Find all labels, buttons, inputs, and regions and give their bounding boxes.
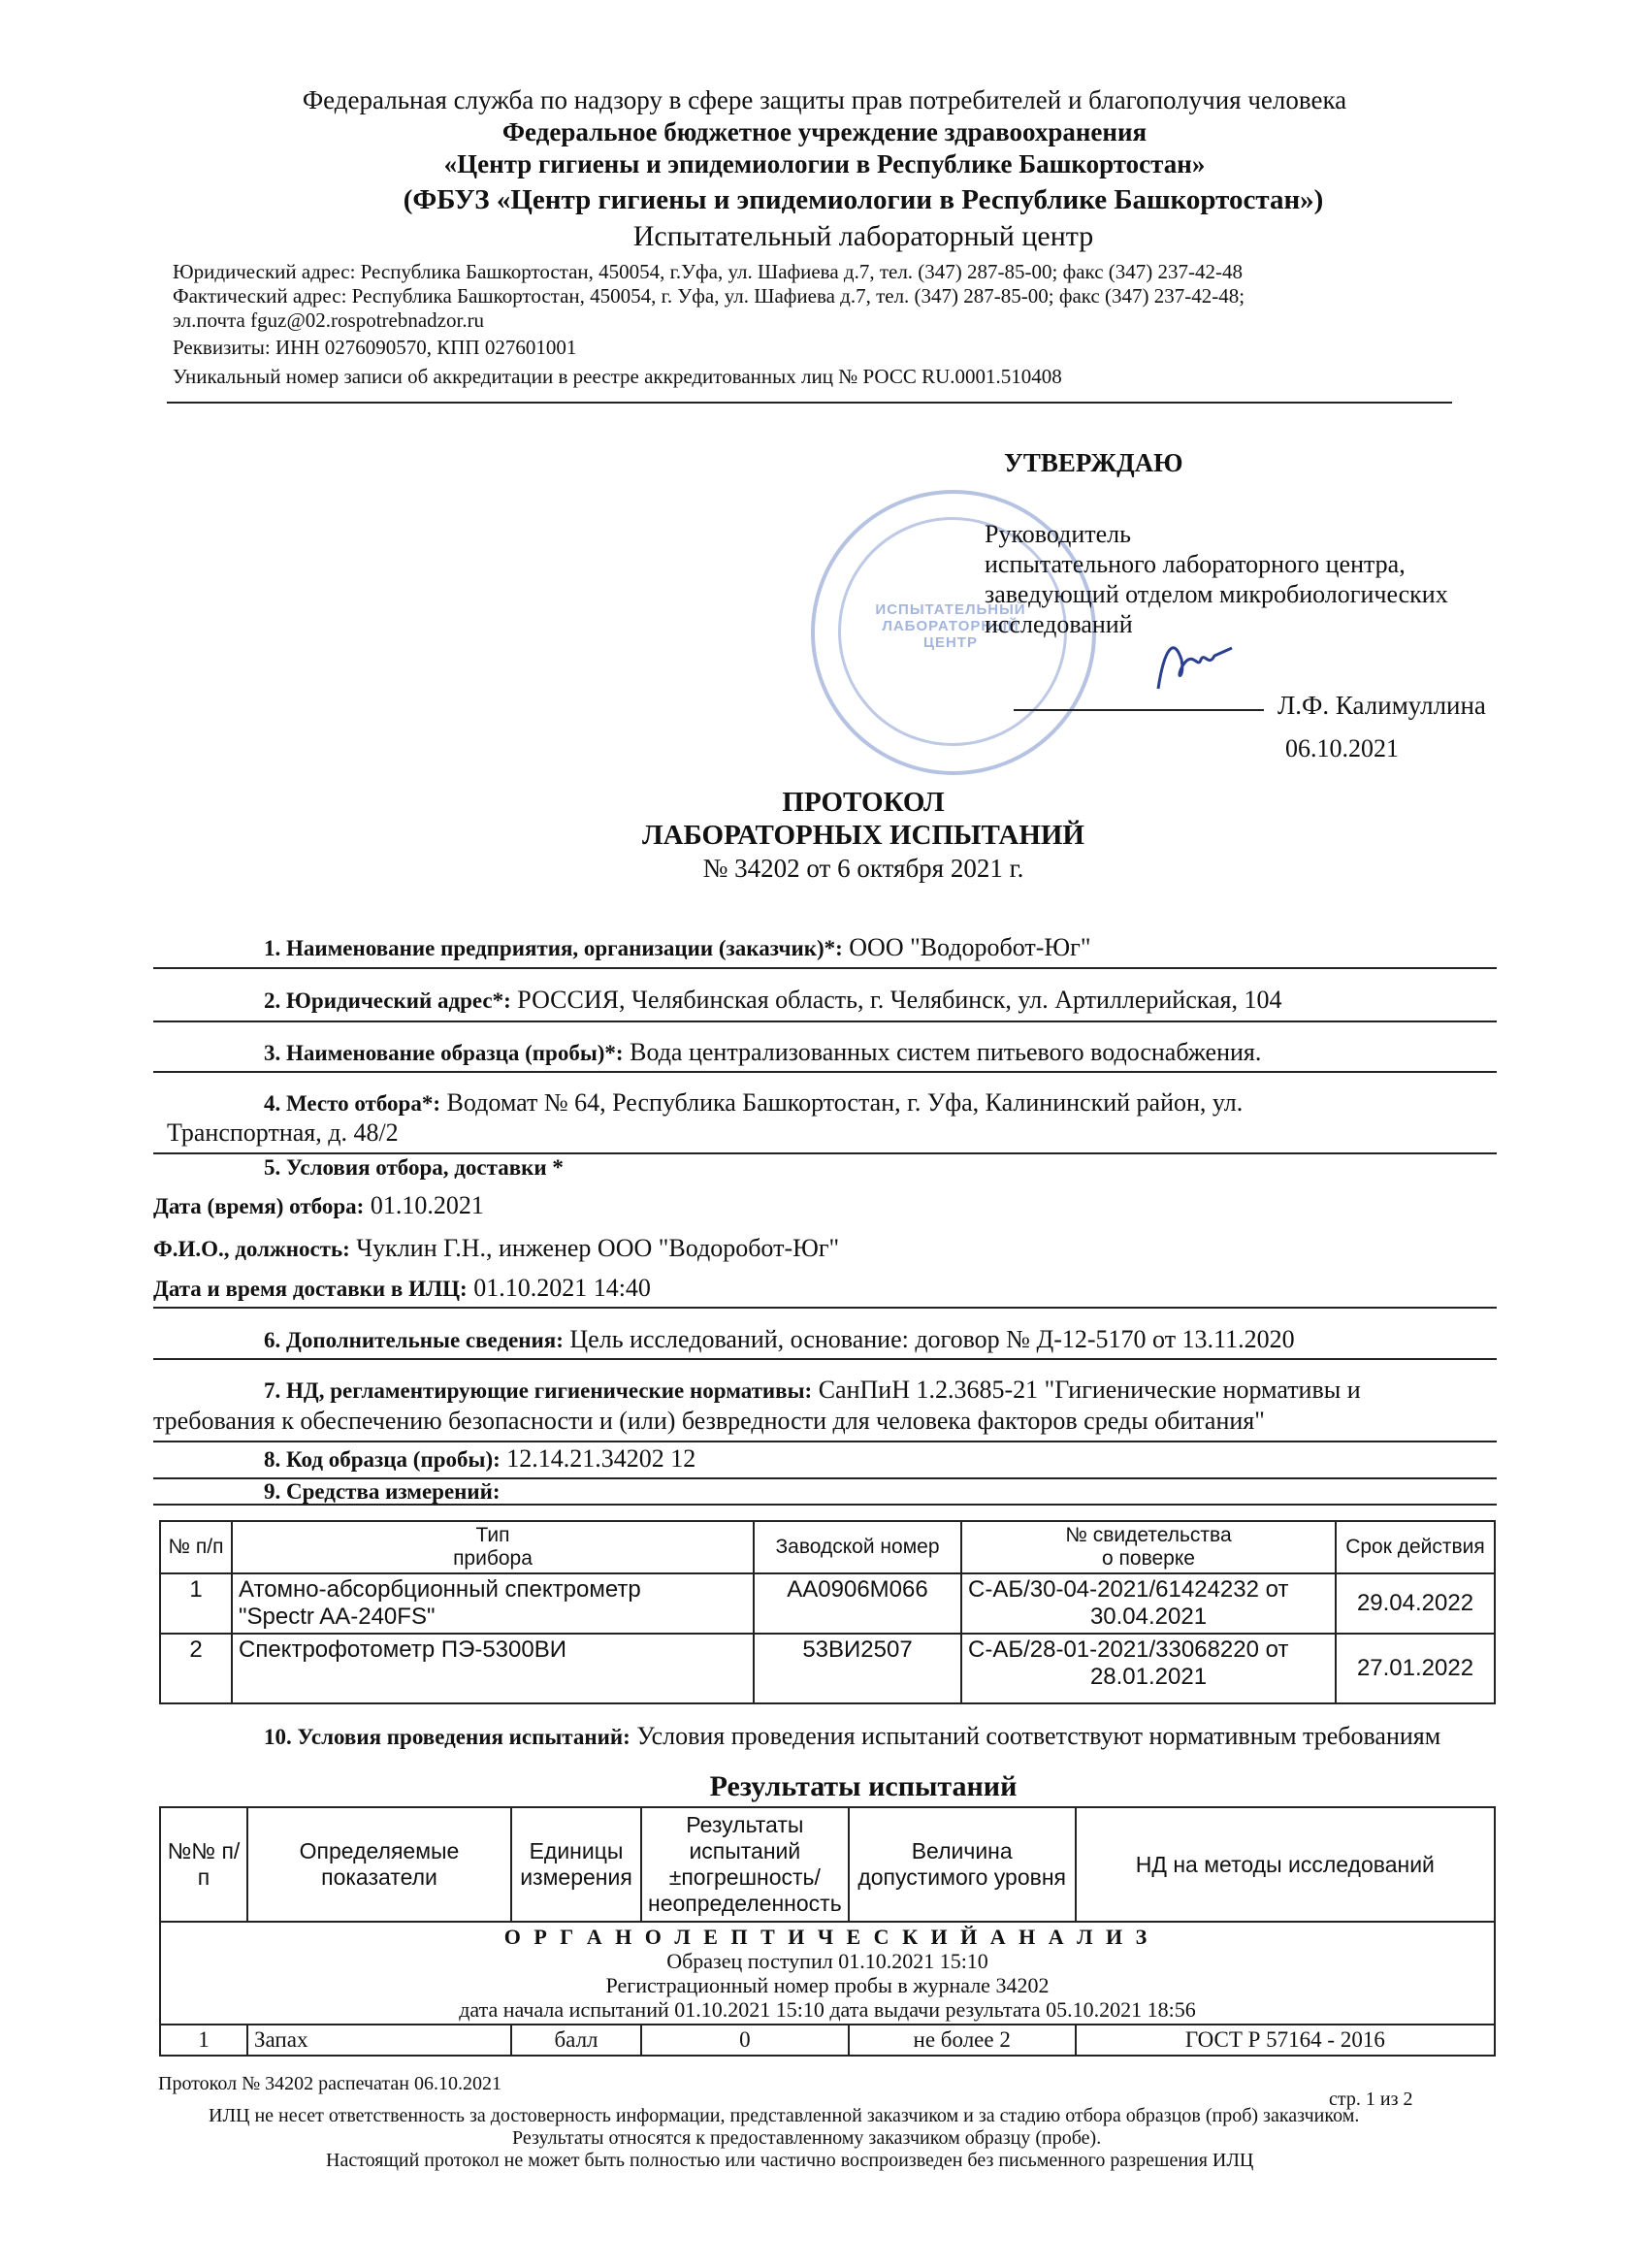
section-10 <box>264 1722 1440 1751</box>
section-5 <box>264 1152 564 1182</box>
cell-unit: балл <box>511 2025 641 2056</box>
cell-certificate-line-1: С-АБ/30-04-2021/61424232 от <box>968 1576 1289 1603</box>
sampler-value: Чуклин Г.Н., инженер ООО "Водоробот-Юг" <box>356 1234 840 1262</box>
section-6-label: 6. Дополнительные сведения: <box>264 1328 564 1352</box>
sampler-label: Ф.И.О., должность: <box>153 1237 350 1261</box>
col-header-result: Результаты испытаний ±погрешность/ неопределенность <box>641 1807 849 1922</box>
header-divider <box>167 402 1452 404</box>
disclaimer-1: ИЛЦ не несет ответственность за достоверность информации, представленной заказчиком и за стадию отбора образцов (проб) заказчиком. <box>209 2105 1360 2126</box>
cell-certificate-line-2: 30.04.2021 <box>1089 1604 1208 1630</box>
results-title: Результаты испытаний <box>709 1770 1018 1802</box>
cell-type-line-2: "Spectr AA-240FS" <box>239 1604 436 1630</box>
col-header-type-line-1: Тип <box>475 1524 510 1546</box>
col-header-validity: Срок действия <box>1336 1521 1495 1573</box>
equipment-table <box>159 1520 1496 1704</box>
col-header-unit: Единицы измерения <box>511 1807 641 1922</box>
col-header-number: № п/п <box>160 1521 232 1573</box>
stamp-text: ИСПЫТАТЕЛЬНЫЙ ЛАБОРАТОРНЫЙ ЦЕНТР <box>875 601 1026 651</box>
section-2-value: РОССИЯ, Челябинская область, г. Челябинск, ул. Артиллерийская, 104 <box>517 986 1282 1014</box>
protocol-title: ПРОТОКОЛ <box>782 787 945 818</box>
org-type: Федеральное бюджетное учреждение здравоохранения <box>501 117 1148 146</box>
section-10-label: 10. Условия проведения испытаний: <box>264 1725 630 1749</box>
requisites: Реквизиты: ИНН 0276090570, КПП 027601001 <box>173 336 577 359</box>
signer-name: Л.Ф. Калимуллина <box>1277 691 1486 720</box>
section-7-label: 7. НД, регламентирующие гигиенические нормативы: <box>264 1378 813 1403</box>
email: эл.почта fguz@02.rospotrebnadzor.ru <box>173 308 485 332</box>
section-10-value: Условия проведения испытаний соответствуют нормативным требованиям <box>636 1722 1441 1750</box>
cell-number: 1 <box>160 1573 232 1634</box>
approval-line-1: Руководитель <box>985 520 1131 548</box>
protocol-number: № 34202 от 6 октября 2021 г. <box>702 854 1024 883</box>
section-6-value: Цель исследований, основание: договор № Д-12-5170 от 13.11.2020 <box>569 1325 1295 1353</box>
results-table <box>159 1806 1496 2057</box>
actual-address: Фактический адрес: Республика Башкортостан, 450054, г. Уфа, ул. Шафиева д.7, тел. (347) 287-85-00; факс (347) 237-42-48; <box>173 284 1245 308</box>
section-2-label: 2. Юридический адрес*: <box>264 988 511 1013</box>
section-1 <box>264 933 1090 962</box>
cell-type <box>232 1573 754 1634</box>
delivery-date-label: Дата и время доставки в ИЛЦ: <box>153 1277 468 1301</box>
section-3-label: 3. Наименование образца (пробы)*: <box>264 1041 624 1065</box>
col-header-certificate-line-1: № свидетельства <box>1065 1524 1232 1546</box>
protocol-subtitle: ЛАБОРАТОРНЫХ ИСПЫТАНИЙ <box>642 820 1084 851</box>
section-7 <box>264 1376 1361 1405</box>
cell-result: 0 <box>641 2025 849 2056</box>
disclaimer-2: Результаты относятся к предоставленному заказчиком образцу (пробе). <box>512 2127 1102 2149</box>
cell-number: 1 <box>160 2025 247 2056</box>
group-title: О Р Г А Н О Л Е П Т И Ч Е С К И Й А Н А Л И З <box>503 1925 1151 1949</box>
col-header-indicator: Определяемые показатели <box>247 1807 511 1922</box>
cell-certificate <box>961 1573 1336 1634</box>
approval-line-4: исследований <box>985 610 1133 638</box>
section-4-value-line-1: Водомат № 64, Республика Башкортостан, г. Уфа, Калининский район, ул. <box>446 1088 1244 1117</box>
cell-certificate <box>961 1634 1336 1703</box>
org-name: «Центр гигиены и эпидемиологии в Республике Башкортостан» <box>443 149 1206 178</box>
cell-indicator: Запах <box>247 2025 511 2056</box>
section-8-label: 8. Код образца (пробы): <box>264 1447 501 1472</box>
org-short-name: (ФБУЗ «Центр гигиены и эпидемиологии в Республике Башкортостан») <box>403 184 1324 215</box>
signature <box>1145 621 1242 698</box>
accreditation-number: Уникальный номер записи об аккредитации в реестре аккредитованных лиц № РОСС RU.0001.510408 <box>173 365 1062 388</box>
section-4-value-line-2: Транспортная, д. 48/2 <box>167 1118 399 1147</box>
sampling-date <box>153 1191 484 1220</box>
section-6 <box>264 1325 1295 1354</box>
equipment-header-row <box>160 1521 1495 1573</box>
col-header-limit: Величина допустимого уровня <box>849 1807 1076 1922</box>
cell-serial: AA0906M066 <box>754 1573 961 1634</box>
cell-limit: не более 2 <box>849 2025 1076 2056</box>
cell-validity: 27.01.2022 <box>1336 1634 1495 1703</box>
divider <box>153 967 1497 969</box>
section-8 <box>264 1444 695 1474</box>
cell-validity: 29.04.2022 <box>1336 1573 1495 1634</box>
legal-address: Юридический адрес: Республика Башкортостан, 450054, г.Уфа, ул. Шафиева д.7, тел. (347) 287-85-00; факс (347) 237-42-48 <box>173 260 1244 283</box>
sampler <box>153 1234 839 1263</box>
col-header-serial: Заводской номер <box>754 1521 961 1573</box>
col-header-certificate <box>961 1521 1336 1573</box>
org-ministry: Федеральная служба по надзору в сфере защиты прав потребителей и благополучия человека <box>302 85 1347 114</box>
page-number: стр. 1 из 2 <box>1329 2089 1413 2110</box>
group-line-2: Регистрационный номер пробы в журнале 34202 <box>605 1973 1050 1997</box>
col-header-type-line-2: прибора <box>453 1547 533 1570</box>
table-row <box>160 1573 1495 1634</box>
section-4 <box>264 1088 1486 1118</box>
print-info: Протокол № 34202 распечатан 06.10.2021 <box>158 2073 501 2094</box>
section-8-value: 12.14.21.34202 12 <box>506 1444 696 1473</box>
section-9-label: 9. Средства измерений: <box>264 1479 501 1504</box>
group-line-3: дата начала испытаний 01.10.2021 15:10 дата выдачи результата 05.10.2021 18:56 <box>459 1997 1196 2022</box>
sampling-date-value: 01.10.2021 <box>370 1191 484 1219</box>
lab-name: Испытательный лабораторный центр <box>632 220 1094 252</box>
section-4-label: 4. Место отбора*: <box>264 1091 440 1116</box>
divider <box>153 1071 1497 1073</box>
signature-line <box>1014 709 1264 711</box>
cell-serial: 53ВИ2507 <box>754 1634 961 1703</box>
col-header-type <box>232 1521 754 1573</box>
section-1-value: ООО "Водоробот-Юг" <box>849 933 1091 961</box>
divider <box>153 1307 1497 1309</box>
col-header-certificate-line-2: о поверке <box>1102 1547 1195 1570</box>
section-5-label: 5. Условия отбора, доставки * <box>264 1155 564 1180</box>
sampling-date-label: Дата (время) отбора: <box>153 1194 365 1218</box>
results-header-row <box>160 1807 1495 1922</box>
approval-line-2: испытательного лабораторного центра, <box>985 550 1406 578</box>
delivery-date-value: 01.10.2021 14:40 <box>473 1274 651 1302</box>
cell-certificate-line-1: С-АБ/28-01-2021/33068220 от <box>968 1636 1289 1663</box>
table-row <box>160 2025 1495 2056</box>
section-3-value: Вода централизованных систем питьевого водоснабжения. <box>630 1038 1262 1066</box>
approval-date: 06.10.2021 <box>1285 734 1399 762</box>
cell-method: ГОСТ Р 57164 - 2016 <box>1076 2025 1495 2056</box>
section-1-label: 1. Наименование предприятия, организации (заказчик)*: <box>264 936 843 960</box>
approval-line-3: заведующий отделом микробиологических <box>985 580 1448 608</box>
divider <box>153 1021 1497 1022</box>
divider <box>153 1504 1497 1506</box>
disclaimer-3: Настоящий протокол не может быть полностью или частично воспроизведен без письменного разрешения ИЛЦ <box>326 2150 1254 2171</box>
section-2 <box>264 986 1282 1015</box>
cell-certificate-line-2: 28.01.2021 <box>1089 1664 1208 1690</box>
group-line-1: Образец поступил 01.10.2021 15:10 <box>666 1949 988 1973</box>
cell-type-line-1: Спектрофотометр ПЭ-5300ВИ <box>239 1636 566 1663</box>
table-row <box>160 1634 1495 1703</box>
approval-title: УТВЕРЖДАЮ <box>1004 448 1183 477</box>
section-7-value-line-1: СанПиН 1.2.3685-21 "Гигиенические нормативы и <box>818 1376 1361 1404</box>
group-cell <box>160 1922 1495 2025</box>
divider <box>153 1441 1497 1442</box>
cell-type <box>232 1634 754 1703</box>
results-group-row <box>160 1922 1495 2025</box>
divider <box>153 1358 1497 1360</box>
cell-number: 2 <box>160 1634 232 1703</box>
col-header-number: №№ п/п <box>160 1807 247 1922</box>
section-9 <box>264 1476 501 1506</box>
section-3 <box>264 1038 1261 1067</box>
section-7-value-line-2: требования к обеспечению безопасности и (или) безвредности для человека факторов среды обитания" <box>153 1407 1265 1435</box>
col-header-method: НД на методы исследований <box>1076 1807 1495 1922</box>
delivery-date <box>153 1274 651 1303</box>
cell-type-line-1: Атомно-абсорбционный спектрометр <box>239 1576 641 1603</box>
